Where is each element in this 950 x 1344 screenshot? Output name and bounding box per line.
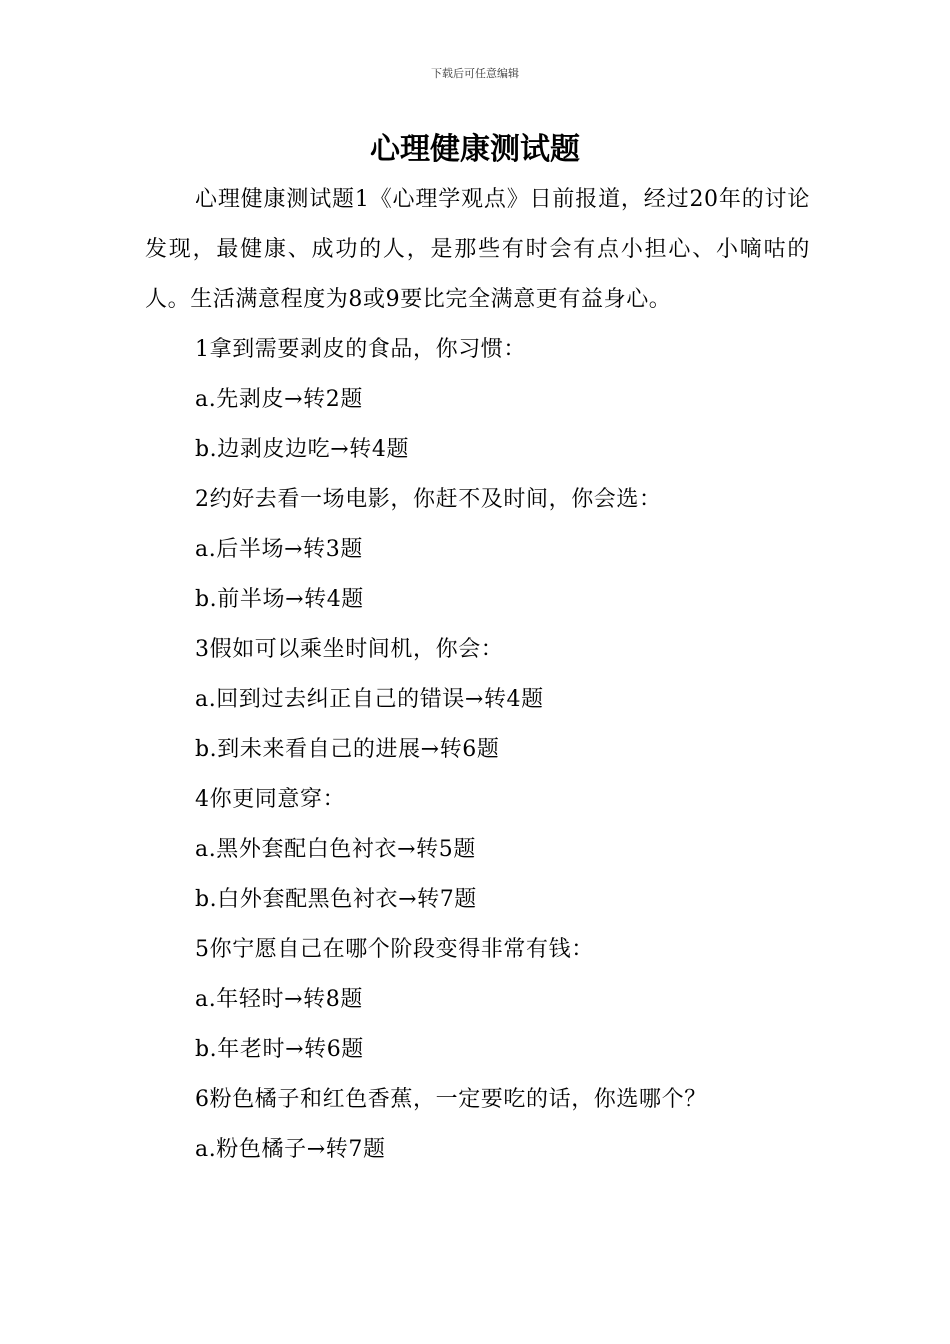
- question-3-option-b: b.到未来看自己的进展→转6题: [195, 737, 500, 762]
- question-1-option-a: a.先剥皮→转2题: [195, 387, 363, 412]
- question-3-option-a: a.回到过去纠正自己的错误→转4题: [195, 687, 544, 712]
- question-2-option-b: b.前半场→转4题: [195, 587, 364, 612]
- question-2-option-a: a.后半场→转3题: [195, 537, 363, 562]
- header-note: 下载后可任意编辑: [431, 67, 519, 80]
- intro-paragraph: 心理健康测试题1《心理学观点》日前报道，经过20年的讨论发现，最健康、成功的人，是那些有时会有点小担心、小嘀咕的人。生活满意程度为8或9要比完全满意更有益身心。: [145, 187, 810, 312]
- question-2: 2约好去看一场电影，你赶不及时间，你会选：: [195, 487, 662, 512]
- document-title: 心理健康测试题: [370, 132, 580, 167]
- question-3: 3假如可以乘坐时间机，你会：: [195, 637, 504, 662]
- document-body: [145, 175, 810, 1175]
- question-6-option-a: a.粉色橘子→转7题: [195, 1137, 386, 1162]
- question-1-option-b: b.边剥皮边吃→转4题: [195, 437, 410, 462]
- question-5-option-a: a.年轻时→转8题: [195, 987, 363, 1012]
- question-5-option-b: b.年老时→转6题: [195, 1037, 364, 1062]
- question-4-option-b: b.白外套配黑色衬衣→转7题: [195, 887, 477, 912]
- question-6: 6粉色橘子和红色香蕉，一定要吃的话，你选哪个？: [195, 1087, 707, 1112]
- question-4-option-a: a.黑外套配白色衬衣→转5题: [195, 837, 476, 862]
- question-1: 1拿到需要剥皮的食品，你习惯：: [195, 337, 526, 362]
- question-5: 5你宁愿自己在哪个阶段变得非常有钱：: [195, 937, 594, 962]
- question-4: 4你更同意穿：: [195, 787, 346, 812]
